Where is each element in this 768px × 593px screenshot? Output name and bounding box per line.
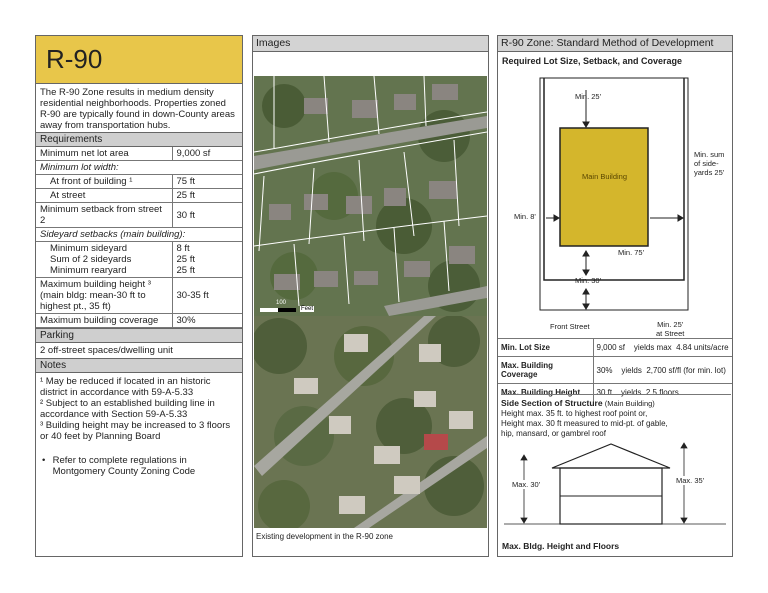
dim-key: Min. Lot Size xyxy=(498,339,593,357)
table-row xyxy=(498,339,732,357)
min-side-sum-line: of side- xyxy=(694,159,719,168)
min-side-label: Min. 8' xyxy=(514,212,536,221)
dim-value xyxy=(593,357,732,384)
lot-diagram-title: Required Lot Size, Setback, and Coverage xyxy=(502,56,683,66)
dim-key: Max. Building Height xyxy=(498,384,593,402)
row-value: 25 ft xyxy=(172,189,242,203)
dim-v3: 4.84 units/acre xyxy=(676,343,729,352)
row-label xyxy=(36,278,172,314)
side-line: Height max. 30 ft measured to mid-pt. of gable, xyxy=(501,419,668,428)
parking-text: 2 off-street spaces/dwelling unit xyxy=(40,345,173,356)
table-row xyxy=(36,278,242,314)
bullet-icon: • xyxy=(42,455,46,466)
table-row xyxy=(36,189,242,203)
table-row xyxy=(36,314,242,328)
row-label-line: Maximum building height ³ xyxy=(40,279,151,290)
row-label-line: Sum of 2 sideyards xyxy=(50,254,132,265)
side-section-title xyxy=(501,398,731,409)
row-label: At street xyxy=(36,189,172,203)
dim-v1: 9,000 sf xyxy=(596,343,625,352)
row-value xyxy=(172,242,242,278)
reference-text: Refer to complete regulations in Montgomery County Zoning Code xyxy=(52,455,196,477)
min-side-sum-label xyxy=(694,150,724,177)
min-front-label: Min. 30' xyxy=(575,276,602,285)
side-left-label: Max. 30' xyxy=(512,480,541,489)
images-header: Images xyxy=(253,36,488,52)
min-side-sum-line: Min. sum xyxy=(694,150,725,159)
main-building-label: Main Building xyxy=(582,172,628,181)
lot-setback-diagram xyxy=(498,68,732,368)
row-value: 30-35 ft xyxy=(172,278,242,314)
dim-v1: 30 ft xyxy=(596,388,613,398)
row-value: 9,000 sf xyxy=(172,147,242,161)
dimensions-table xyxy=(498,338,732,402)
side-line: hip, mansard, or gambrel roof xyxy=(501,429,606,438)
zone-summary-panel xyxy=(35,35,243,557)
at-street-line: at Street xyxy=(656,329,685,338)
note-item: ² Subject to an established building line in accordance with Section 59-A-5.33 xyxy=(40,398,215,420)
side-section-diagram xyxy=(498,436,732,536)
dim-v2: yields xyxy=(621,365,642,375)
table-row xyxy=(36,147,242,161)
row-label: Maximum building coverage xyxy=(36,314,172,328)
front-street-label: Front Street xyxy=(550,322,590,331)
note-item: ¹ May be reduced if located in an historic district in accordance with 59-A-5.33 xyxy=(40,376,211,398)
row-value-line: 25 ft xyxy=(176,254,195,265)
buildout-plan-aerial xyxy=(254,76,487,316)
dim-v2: yields max xyxy=(633,343,672,352)
reference-bullet xyxy=(36,455,242,477)
row-label: Minimum lot width: xyxy=(36,161,242,175)
dim-v1: 30% xyxy=(596,365,613,375)
table-row xyxy=(36,161,242,175)
dim-value xyxy=(593,339,732,357)
row-value: 30% xyxy=(172,314,242,328)
side-section-text xyxy=(501,394,731,439)
table-row xyxy=(36,175,242,189)
requirements-table xyxy=(36,147,242,328)
table-row xyxy=(36,203,242,228)
notes-header: Notes xyxy=(36,358,242,373)
row-label-line: highest pt., 35 ft) xyxy=(40,301,111,312)
row-label: At front of building ¹ xyxy=(36,175,172,189)
at-street-line: Min. 25' xyxy=(657,320,684,329)
parking-header: Parking xyxy=(36,328,242,343)
min-side-sum-line: yards 25' xyxy=(694,168,725,177)
notes-list xyxy=(36,373,242,445)
requirements-header: Requirements xyxy=(36,132,242,147)
standards-header: R-90 Zone: Standard Method of Development xyxy=(498,36,732,52)
row-label: Minimum setback from street 2 xyxy=(36,203,172,228)
row-label-line: Minimum rearyard xyxy=(50,265,127,276)
table-row xyxy=(498,357,732,384)
dim-key: Max. Building Coverage xyxy=(498,357,593,384)
scale-label: Feet xyxy=(301,306,314,312)
scale-value: 100 xyxy=(276,300,287,306)
side-title-sub: (Main Building) xyxy=(604,399,655,408)
min-rear-label: Min. 25' xyxy=(575,92,602,101)
note-item: ³ Building height may be increased to 3 floors or 40 feet by Planning Board xyxy=(40,420,231,442)
table-row xyxy=(36,242,242,278)
row-label-line: (main bldg: mean-30 ft to xyxy=(40,290,146,301)
min-width-label: Min. 75' xyxy=(618,248,645,257)
side-right-label: Max. 35' xyxy=(676,476,705,485)
row-label-line: Minimum sideyard xyxy=(50,243,128,254)
row-label: Sideyard setbacks (main building): xyxy=(36,228,242,242)
zone-title: R-90 xyxy=(36,36,242,84)
row-value-line: 25 ft xyxy=(176,265,195,276)
row-value: 75 ft xyxy=(172,175,242,189)
row-label: Minimum net lot area xyxy=(36,147,172,161)
images-panel xyxy=(252,35,489,557)
dim-v3: 2.5 floors xyxy=(645,388,679,398)
table-row xyxy=(36,228,242,242)
at-street-label xyxy=(656,320,684,338)
row-label xyxy=(36,242,172,278)
side-title: Side Section of Structure xyxy=(501,398,603,408)
row-value: 30 ft xyxy=(172,203,242,228)
side-footer: Max. Bldg. Height and Floors xyxy=(502,541,620,551)
side-line: Height max. 35 ft. to highest roof point or, xyxy=(501,409,648,418)
caption-existing: Existing development in the R-90 zone xyxy=(256,532,393,541)
row-value-line: 8 ft xyxy=(176,243,190,254)
dim-v2: yields xyxy=(620,388,642,398)
development-standards-panel xyxy=(497,35,733,557)
zone-description: The R-90 Zone results in medium density residential neighborhoods. Properties zoned R-90 are typically found in down-County areas away from transportation hubs. xyxy=(40,87,235,131)
existing-development-aerial xyxy=(254,316,487,528)
dim-v3: 2,700 sf/fl (for min. lot) xyxy=(646,365,726,375)
